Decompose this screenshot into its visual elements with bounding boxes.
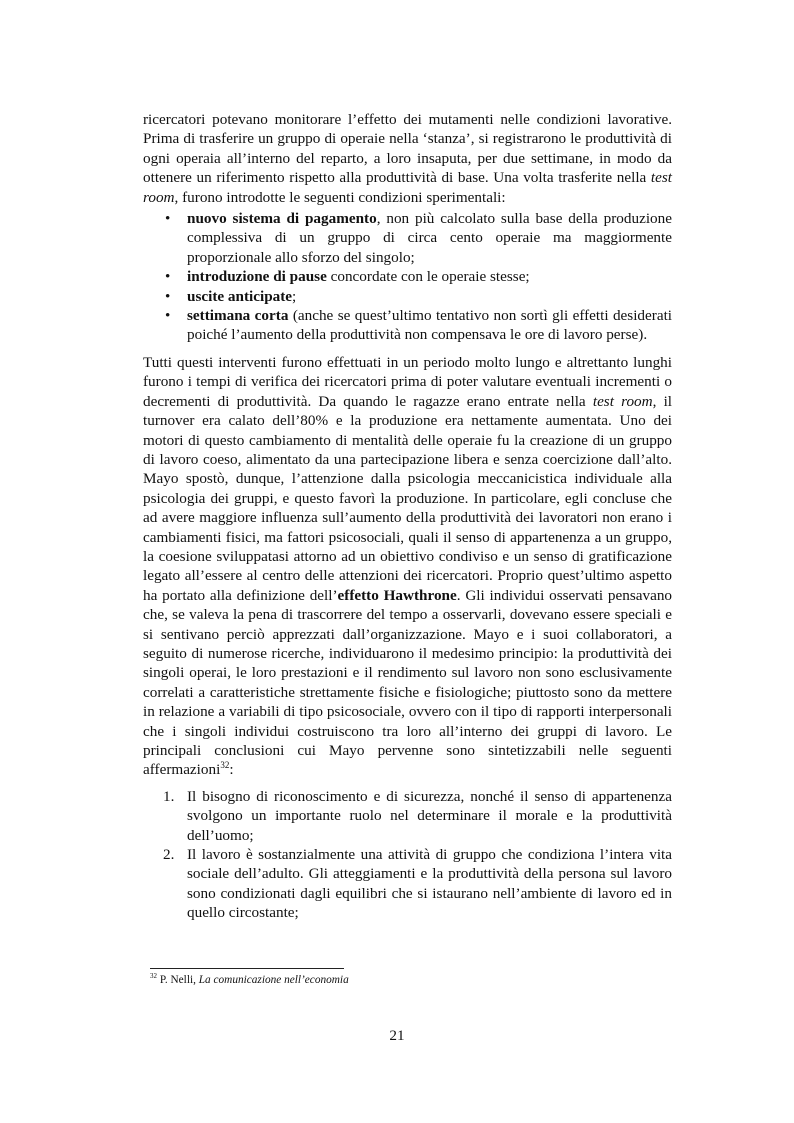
conclusions-list	[143, 787, 672, 923]
list-item: • settimana corta (anche se quest’ultimo tentativo non sortì gli effetti desiderati poiché l’aumento della produttività non compensava le ore di lavoro perse).	[165, 307, 673, 344]
intro-paragraph: ricercatori potevano monitorare l’effetto dei mutamenti nelle condizioni lavorative. Prima di trasferire un gruppo di operaie nella ‘stanza’, si registrarono le produttività di ogni operaia all’interno del reparto, a loro insaputa, per due settimane, in modo da ottenere un riferimento rispetto alla produttività di base. Una volta trasferite nella test room, furono introdotte le seguenti condizioni sperimentali:	[143, 111, 672, 206]
footnote-divider	[150, 968, 344, 969]
list-item: • uscite anticipate;	[165, 287, 297, 305]
page-number: 21	[389, 1027, 405, 1044]
main-paragraph: Tutti questi interventi furono effettuati in un periodo molto lungo e altrettanto lunghi furono i tempi di verifica dei ricercatori prima di poter valutare eventuali incrementi o decrementi di produttività. Da quando le ragazze erano entrate nella test room, il turnover era calato dell’80% e la produzione era nettamente aumentata. Uno dei motori di questo cambiamento di mentalità delle operaie fu la creazione di un gruppo di lavoro coeso, alimentato da una partecipazione libera e senza coercizione dall’alto. Mayo spostò, dunque, l’attenzione dalla psicologia meccanicistica individuale alla psicologia dei gruppi, e questo favorì la produzione. In particolare, egli concluse che ad avere maggiore influenza sull’aumento della produttività dei lavoratori non erano i cambiamenti fisici, ma fattori psicosociali, quali il senso di appartenenza a un gruppo, la coesione sviluppatasi attorno ad un obiettivo condiviso e un senso di gratificazione legato all’essere al centro delle attenzioni dei ricercatori. Proprio quest’ultimo aspetto ha portato alla definizione dell’effetto Hawthrone. Gli individui osservati pensavano che, se valeva la pena di trascorrere del tempo a osservarli, dovevano essere speciali e si sentivano perciò apprezzati dall’organizzazione. Mayo e i suoi collaboratori, a seguito di numerose ricerche, individuarono il medesimo principio: la produttività dei singoli operai, le loro prestazioni e il rendimento sul lavoro non sono esclusivamente correlati a caratteristiche strettamente fisiche e fisiologiche; piuttosto sono da mettere in relazione a variabili di tipo psicosociale, ovvero con il tipo di rapporti interpersonali che i singoli individui costruiscono tra loro all’interno dei gruppi di lavoro. Le principali conclusioni cui Mayo pervenne sono sintetizzabili nelle seguenti affermazioni$^{32}$:	[143, 353, 673, 779]
list-item: • nuovo sistema di pagamento, non più calcolato sulla base della produzione complessiva di un gruppo di circa cento operaie ma maggiormente proporzionale allo sforzo del singolo;	[165, 210, 672, 266]
list-item: 2. Il lavoro è sostanzialmente una attività di gruppo che condiziona l’intera vita sociale dell’adulto. Gli atteggiamenti e la produttività della persona sul lavoro sono condizionati dagli equilibri che si istaurano nell’ambiente di lavoro ed in quello circostante;	[163, 846, 672, 922]
list-item: • introduzione di pause concordate con le operaie stesse;	[165, 268, 530, 286]
conditions-list	[143, 209, 672, 345]
footnote-ref[interactable]: 32	[220, 760, 230, 771]
page-body	[143, 110, 672, 923]
footnote: $^{32}$ P. Nelli, La comunicazione nell’economia	[150, 972, 349, 986]
list-item: 1. Il bisogno di riconoscimento e di sicurezza, nonché il senso di appartenenza svolgono un importante ruolo nel determinare il morale e la produttività dell’uomo;	[163, 787, 672, 844]
